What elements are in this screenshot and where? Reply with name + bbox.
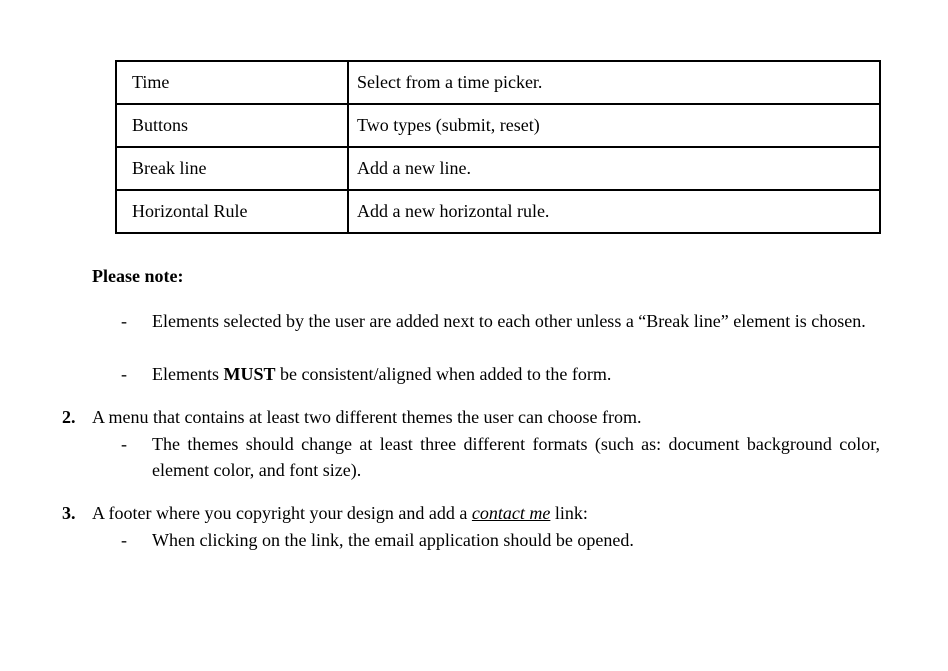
element-name-cell: Horizontal Rule: [116, 190, 348, 233]
bullet-dash: -: [121, 530, 127, 550]
item-text: [92, 500, 588, 526]
element-description-cell: Select from a time picker.: [348, 61, 880, 104]
table-row: [116, 190, 880, 233]
item-text-part: A footer where you copyright your design and add a: [92, 503, 472, 523]
element-name-cell: Time: [116, 61, 348, 104]
bullet-dash: -: [121, 434, 127, 454]
table-row: [116, 147, 880, 190]
bullet-emphasis: MUST: [223, 364, 276, 384]
bullet-text: The themes should change at least three different formats (such as: document background color, element color, and font size).: [152, 434, 880, 480]
item-text-part: link:: [550, 503, 588, 523]
element-description-cell: Add a new line.: [348, 147, 880, 190]
item-number: 2.: [62, 407, 76, 427]
bullet-text: When clicking on the link, the email application should be opened.: [152, 530, 634, 550]
item-text: A menu that contains at least two different themes the user can choose from.: [92, 407, 642, 427]
bullet-text: Elements selected by the user are added next to each other unless a “Break line” element is chosen.: [152, 311, 866, 331]
element-description-cell: Add a new horizontal rule.: [348, 190, 880, 233]
table-row: [116, 61, 880, 104]
bullet-text-part: Elements: [152, 364, 224, 384]
bullet-text-part: be consistent/aligned when added to the form.: [275, 364, 612, 384]
bullet-dash: -: [121, 364, 127, 384]
item-number: 3.: [62, 503, 76, 523]
note-heading: Please note:: [92, 266, 184, 286]
contact-me-link[interactable]: contact me: [471, 503, 551, 523]
bullet-text: [152, 361, 880, 387]
form-elements-table: [115, 60, 881, 234]
element-description-cell: Two types (submit, reset): [348, 104, 880, 147]
element-name-cell: Buttons: [116, 104, 348, 147]
element-name-cell: Break line: [116, 147, 348, 190]
bullet-dash: -: [121, 311, 127, 331]
table-row: [116, 104, 880, 147]
